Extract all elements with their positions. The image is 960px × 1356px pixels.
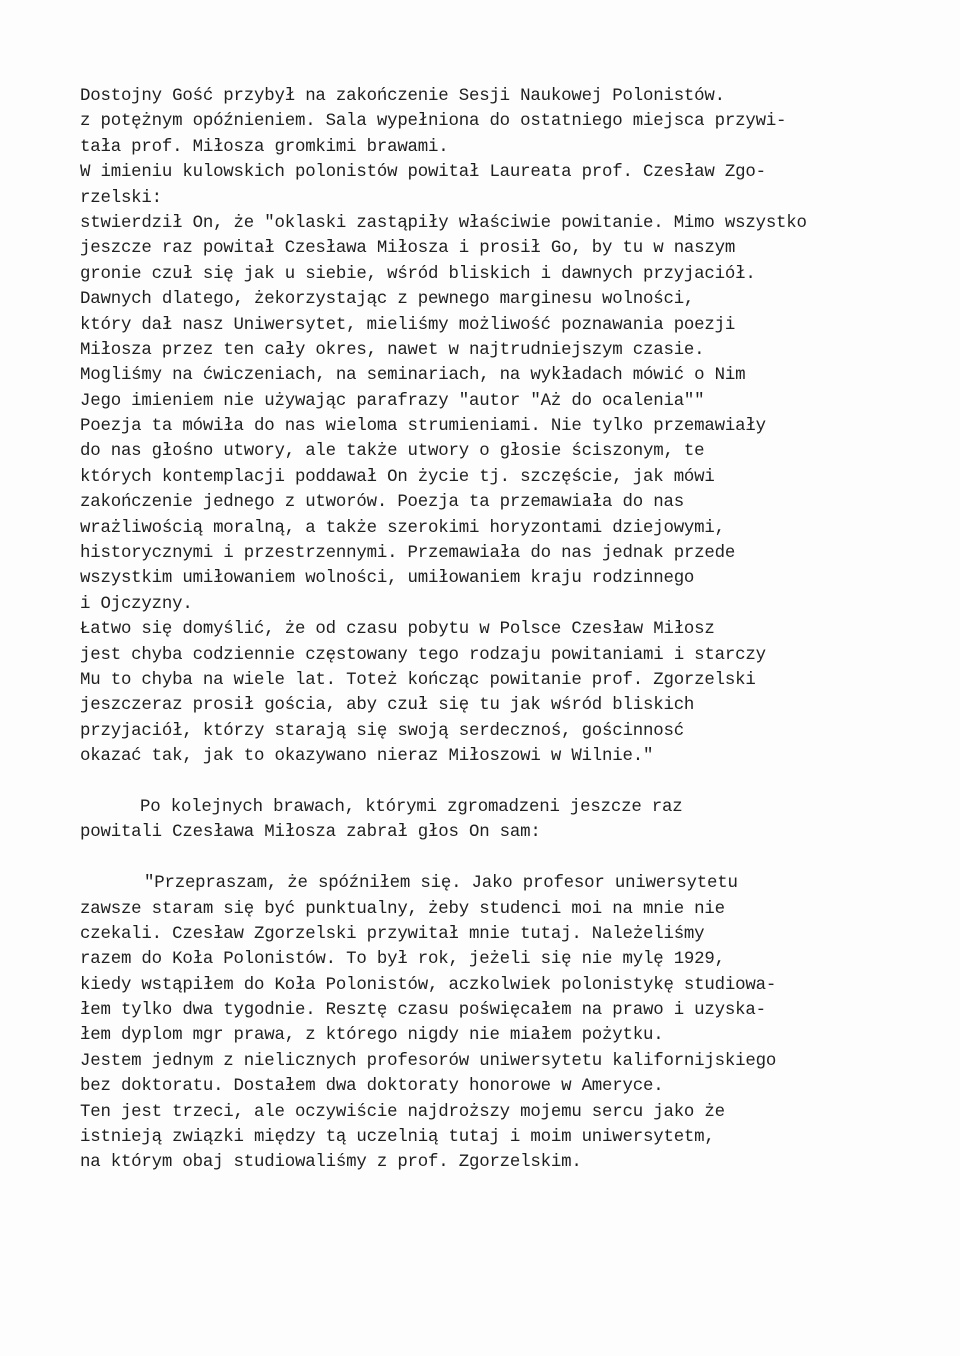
text-line: do nas głośno utwory, ale także utwory o głosie ściszonym, te (80, 442, 705, 462)
text-line: rzelski: (80, 188, 162, 208)
text-line: wrażliwością moralną, a także szerokimi horyzontami dziejowymi, (80, 518, 725, 538)
text-line: jest chyba codziennie częstowany tego rodzaju powitaniami i starczy (80, 645, 766, 665)
text-line: historycznymi i przestrzennymi. Przemawiała do nas jednak przede (80, 544, 736, 564)
text-line: Mu to chyba na wiele lat. Toteż kończąc powitanie prof. Zgorzelski (80, 670, 756, 690)
text-line: przyjaciół, którzy starają się swoją serdecznoś, gościnnosć (80, 721, 684, 741)
text-line: gronie czuł się jak u siebie, wśród bliskich i dawnych przyjaciół. (80, 264, 756, 284)
text-line: Dostojny Gość przybył na zakończenie Sesji Naukowej Polonistów. (80, 87, 725, 106)
paragraph-gap (80, 770, 940, 795)
text-line: kiedy wstąpiłem do Koła Polonistów, aczkolwiek polonistykę studiowa- (80, 975, 777, 995)
text-line: Po kolejnych brawach, którymi zgromadzeni jeszcze raz (140, 797, 683, 817)
text-line: wszystkim umiłowaniem wolności, umiłowaniem kraju rodzinnego (80, 569, 695, 589)
text-line: Miłosza przez ten cały okres, nawet w najtrudniejszym czasie. (80, 340, 705, 360)
text-line: Mogliśmy na ćwiczeniach, na seminariach, na wykładach mówić o Nim (80, 366, 746, 386)
text-line: razem do Koła Polonistów. To był rok, jeżeli się nie mylę 1929, (80, 950, 725, 970)
text-line: powitali Czesława Miłosza zabrał głos On sam: (80, 823, 541, 843)
text-line: "Przepraszam, że spóźniłem się. Jako profesor uniwersytetu (144, 874, 738, 894)
text-line: łem tylko dwa tygodnie. Resztę czasu poświęcałem na prawo i uzyska- (80, 1001, 766, 1021)
paragraph-1 (80, 84, 940, 770)
text-line: który dał nasz Uniwersytet, mieliśmy możliwość poznawania poezji (80, 315, 736, 335)
paragraph-3 (80, 871, 940, 1176)
text-line: okazać tak, jak to okazywano nieraz Miłoszowi w Wilnie." (80, 747, 654, 767)
text-line: na którym obaj studiowaliśmy z prof. Zgorzelskim. (80, 1153, 582, 1173)
text-line: zawsze staram się być punktualny, żeby studenci moi na mnie nie (80, 899, 725, 919)
text-line: Jego imieniem nie używając parafrazy "autor "Aż do ocalenia"" (80, 391, 705, 411)
text-line: Dawnych dlatego, żekorzystając z pewnego marginesu wolności, (80, 290, 695, 310)
text-line: czekali. Czesław Zgorzelski przywitał mnie tutaj. Należeliśmy (80, 924, 705, 944)
text-line: Poezja ta mówiła do nas wieloma strumieniami. Nie tylko przemawiały (80, 417, 766, 437)
text-line: zakończenie jednego z utworów. Poezja ta przemawiała do nas (80, 493, 684, 513)
text-line: bez doktoratu. Dostałem dwa doktoraty honorowe w Ameryce. (80, 1077, 664, 1097)
text-line: tała prof. Miłosza gromkimi brawami. (80, 137, 449, 157)
text-line: jeszcze raz powitał Czesława Miłosza i prosił Go, by tu w naszym (80, 239, 736, 259)
text-line: których kontemplacji poddawał On życie tj. szczęście, jak mówi (80, 467, 715, 487)
paragraph-gap (80, 846, 940, 871)
text-line: łem dyplom mgr prawa, z którego nigdy nie miałem pożytku. (80, 1026, 664, 1046)
text-line: stwierdził On, że "oklaski zastąpiły właściwie powitanie. Mimo wszystko (80, 213, 807, 233)
text-line: Łatwo się domyślić, że od czasu pobytu w Polsce Czesław Miłosz (80, 620, 715, 640)
page-text (80, 84, 940, 1176)
text-line: i Ojczyzny. (80, 594, 193, 614)
text-line: Jestem jednym z nielicznych profesorów uniwersytetu kalifornijskiego (80, 1051, 777, 1071)
text-line: W imieniu kulowskich polonistów powitał Laureata prof. Czesław Zgo- (80, 163, 766, 183)
paragraph-2 (80, 795, 940, 846)
text-line: jeszczeraz prosił gościa, aby czuł się tu jak wśród bliskich (80, 696, 695, 716)
text-line: istnieją związki między tą uczelnią tutaj i moim uniwersytetm, (80, 1128, 715, 1148)
text-line: z potężnym opóźnieniem. Sala wypełniona do ostatniego miejsca przywi- (80, 112, 787, 132)
text-line: Ten jest trzeci, ale oczywiście najdroższy mojemu sercu jako że (80, 1102, 725, 1122)
